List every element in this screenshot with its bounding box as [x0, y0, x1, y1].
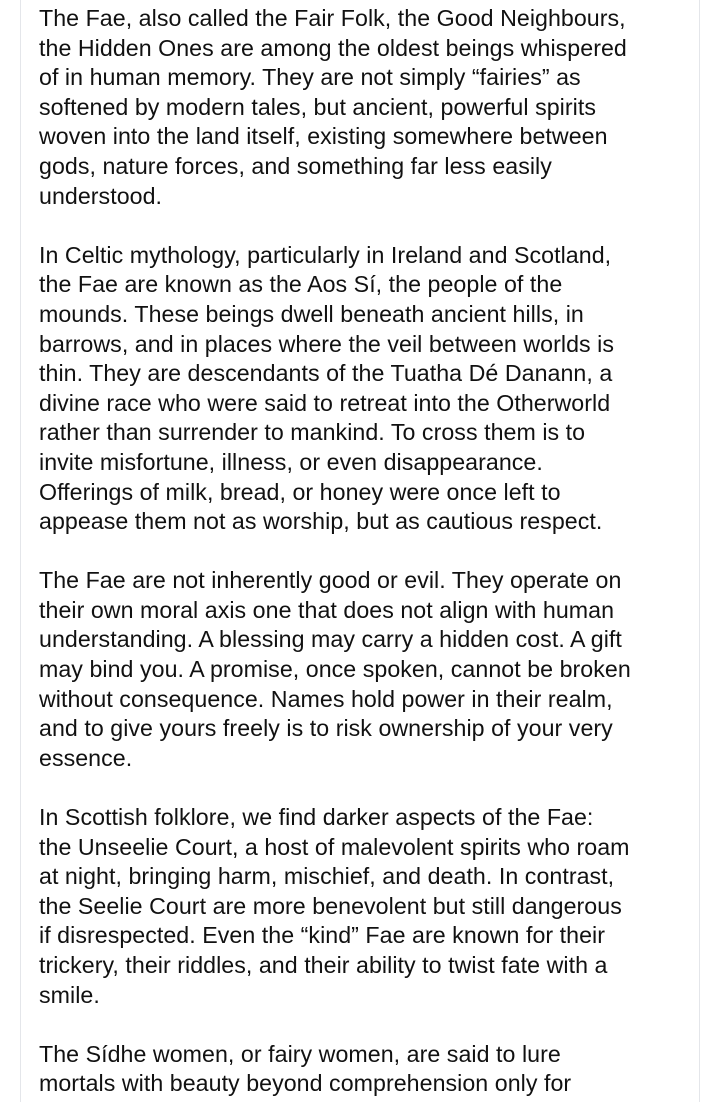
post-paragraph: In Celtic mythology, particularly in Ireland and Scotland, the Fae are known as the Aos Sí, the people of the mounds. These beings dwell beneath ancient hills, in barrows, and in places where the veil between worlds is thin. They are descendants of the Tuatha Dé Danann, a divine race who were said to retreat into the Otherworld rather than surrender to mankind. To cross them is to invite misfortune, illness, or even disappearance. Offerings of milk, bread, or honey were once left to appease them not as worship, but as cautious respect.	[39, 241, 614, 535]
post-paragraph: The Fae are not inherently good or evil. They operate on their own moral axis one that does not align with human understanding. A blessing may carry a hidden cost. A gift may bind you. A promise, once spoken, cannot be broken without consequence. Names hold power in their realm, and to give yours freely is to risk ownership of your very essence.	[39, 567, 631, 771]
post-paragraph: The Sídhe women, or fairy women, are said to lure mortals with beauty beyond comprehension only for	[39, 1040, 572, 1097]
post-body	[39, 4, 689, 1102]
post-paragraph: In Scottish folklore, we find darker aspects of the Fae: the Unseelie Court, a host of malevolent spirits who roam at night, bringing harm, mischief, and death. In contrast, the Seelie Court are more benevolent but still dangerous if disrespected. Even the “kind” Fae are known for their trickery, their riddles, and their ability to twist fate with a smile.	[39, 804, 630, 1008]
post-paragraph: The Fae, also called the Fair Folk, the Good Neighbours, the Hidden Ones are among the oldest beings whispered of in human memory. They are not simply “fairies” as softened by modern tales, but ancient, powerful spirits woven into the land itself, existing somewhere between gods, nature forces, and something far less easily understood.	[39, 5, 627, 209]
